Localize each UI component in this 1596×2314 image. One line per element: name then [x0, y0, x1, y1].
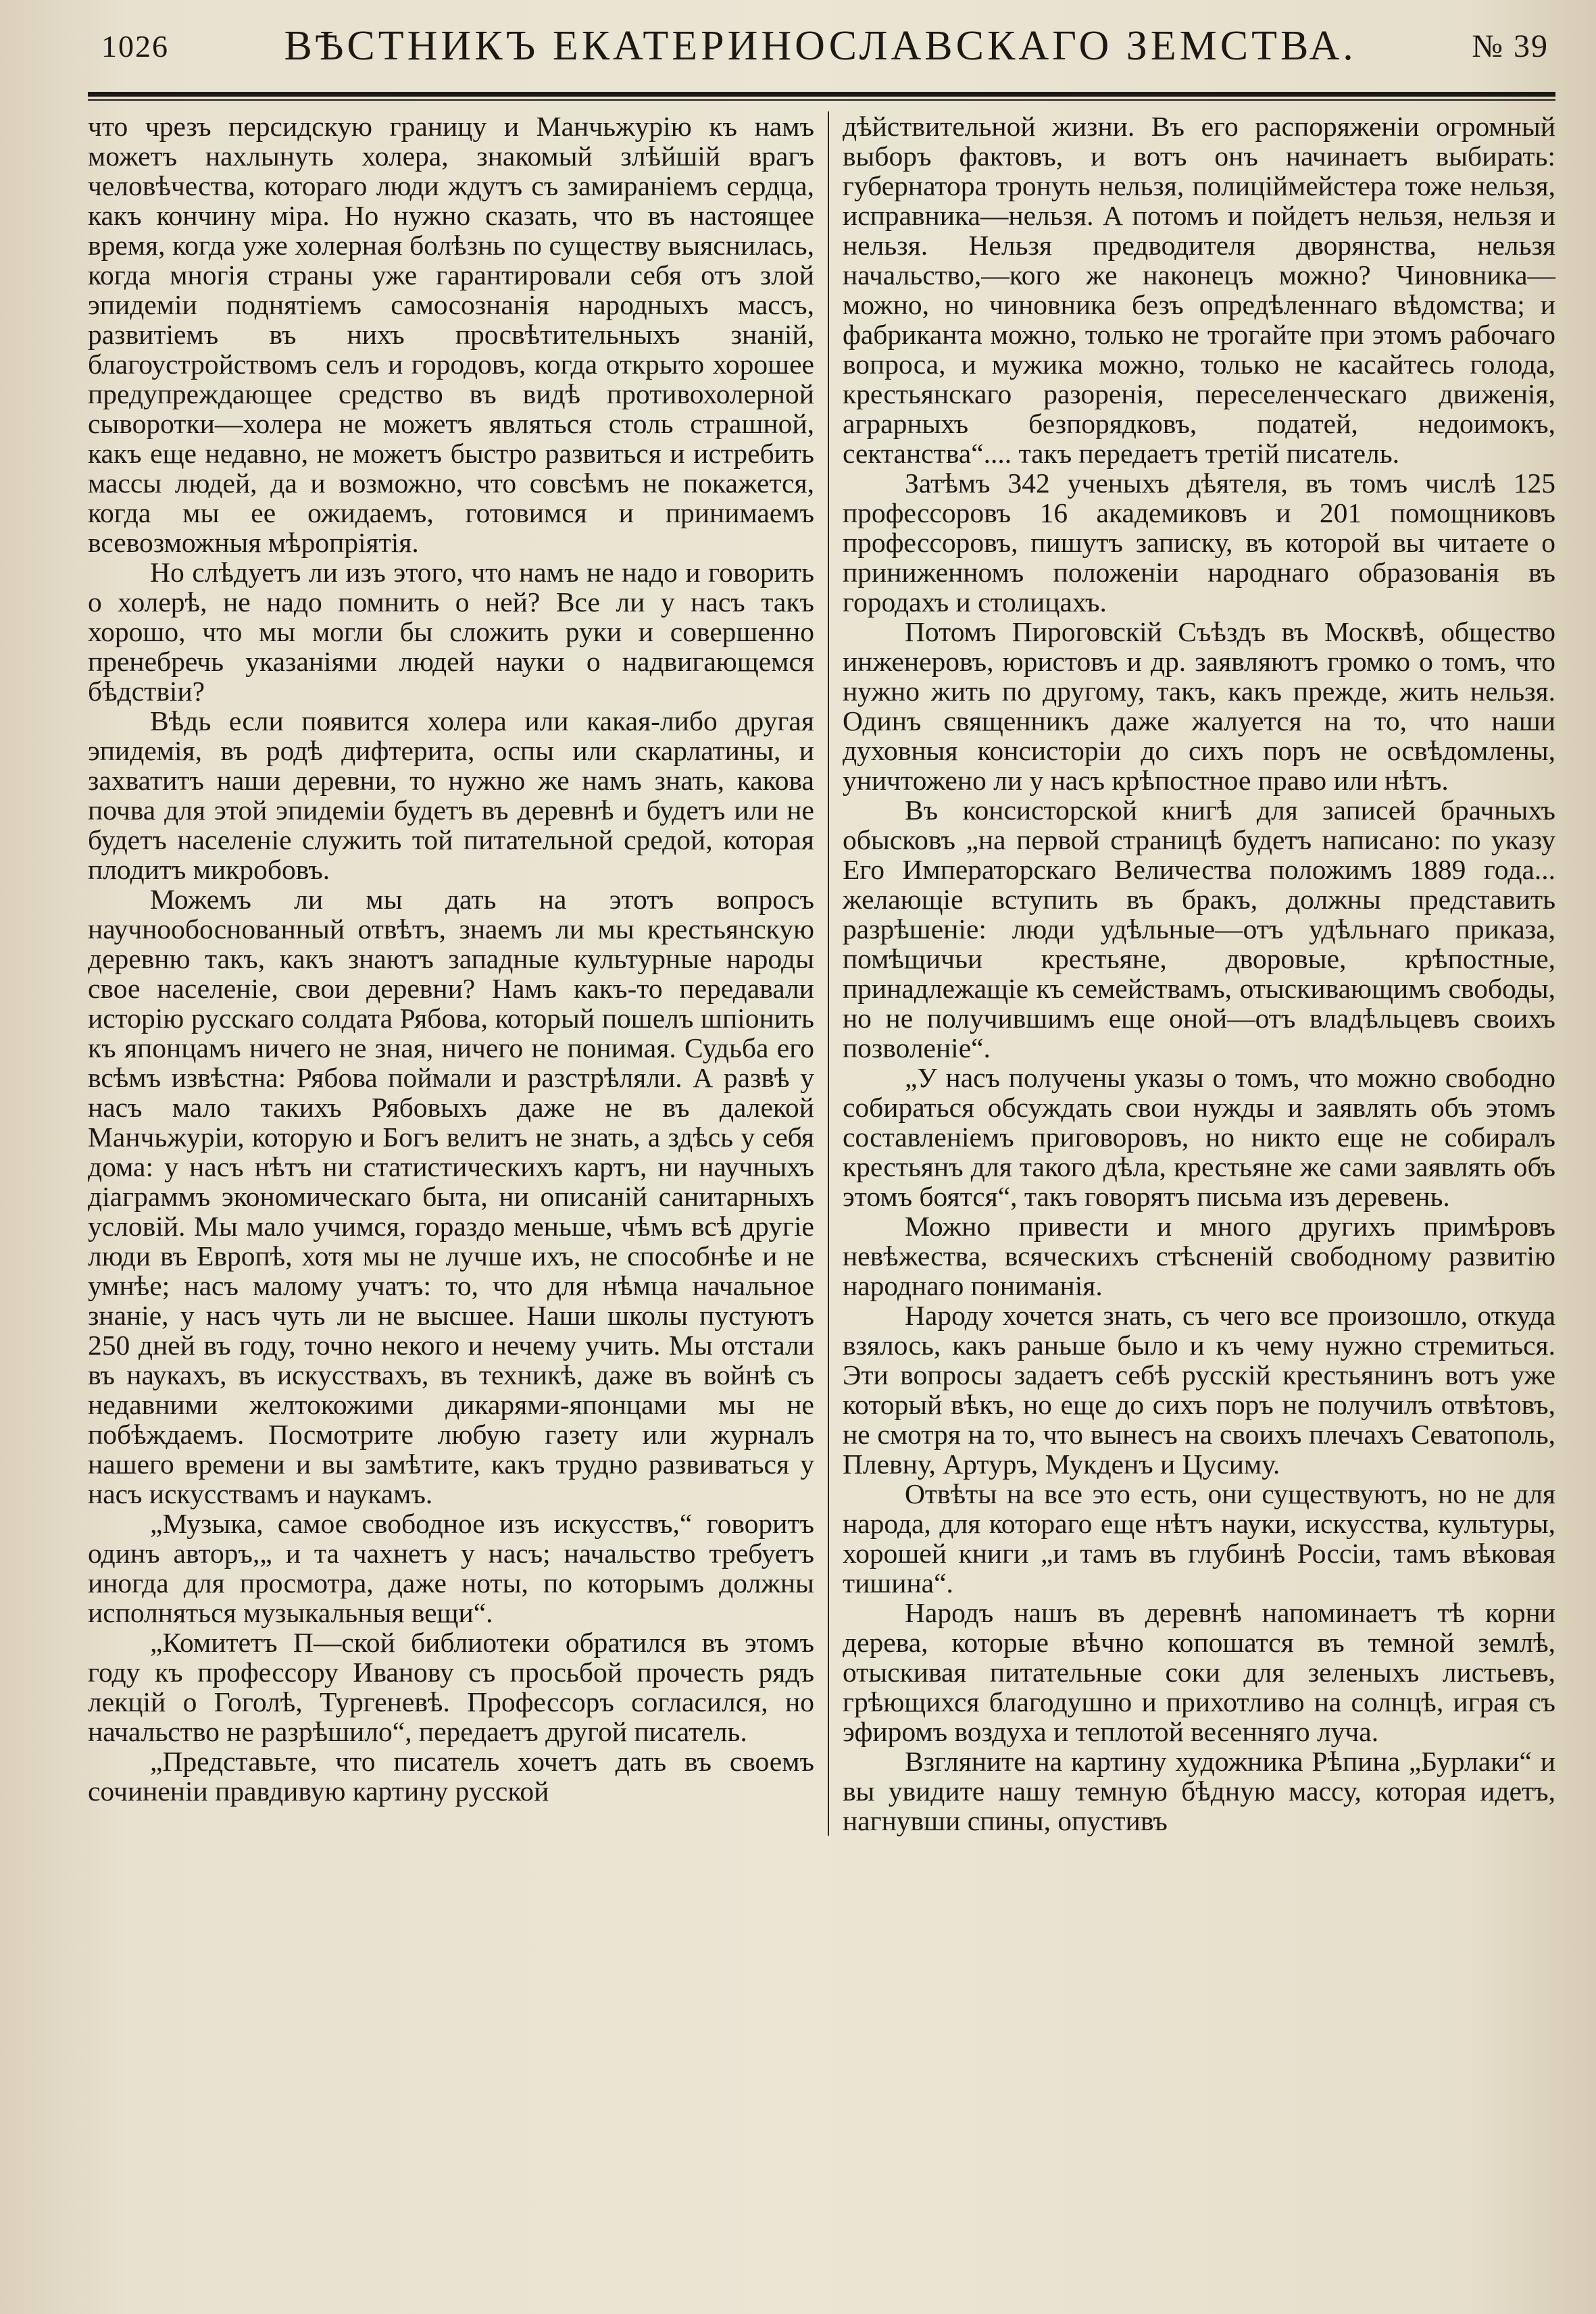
- paragraph: Вѣдь если появится холера или какая-либо другая эпидемія, въ родѣ дифтерита, оспы или скарлатины, и захватитъ наши деревни, то нужно же намъ знать, какова почва для этой эпидеміи будетъ въ деревнѣ и будетъ или не будетъ населеніе служить той питательной средой, которая плодитъ микробовъ.: [88, 705, 814, 885]
- paragraph: Въ консисторской книгѣ для записей брачныхъ обысковъ „на первой страницѣ будетъ написано: по указу Его Императорскаго Величества положимъ 1889 года... желающіе вступить въ бракъ, должны представить разрѣшеніе: люди удѣльные—отъ удѣльнаго приказа, помѣщичьи крестьяне, дворовые, крѣпостные, принадлежащіе къ семействамъ, отыскивающимъ свободы, но не получившимъ еще оной—отъ владѣльцевъ своихъ позволеніе“.: [842, 795, 1555, 1063]
- paragraph: „Представьте, что писатель хочетъ дать въ своемъ сочиненіи правдивую картину русской: [88, 1746, 814, 1807]
- issue-number: № 39: [1472, 28, 1549, 64]
- paragraph: Отвѣты на все это есть, они существуютъ, но не для народа, для котораго еще нѣтъ науки, искусства, культуры, хорошей книги „и тамъ въ глубинѣ Россіи, тамъ вѣковая тишина“.: [842, 1478, 1555, 1599]
- text-columns: [88, 111, 1555, 1836]
- paragraph: Можемъ ли мы дать на этотъ вопросъ научнообоснованный отвѣтъ, знаемъ ли мы крестьянскую деревню такъ, какъ знаютъ западные культурные народы свое населеніе, свои деревни? Намъ какъ-то передавали исторію русскаго солдата Рябова, который пошелъ шпіонить къ японцамъ ничего не зная, ничего не понимая. Судьба его всѣмъ извѣстна: Рябова поймали и разстрѣляли. А развѣ у насъ мало такихъ Рябовыхъ даже не въ далекой Манчьжуріи, которую и Богъ велитъ не знать, а здѣсь у себя дома: у насъ нѣтъ ни статистическихъ картъ, ни научныхъ діаграммъ экономическаго быта, ни описаній санитарныхъ условій. Мы мало учимся, гораздо меньше, чѣмъ всѣ другіе люди въ Европѣ, хотя мы не лучше ихъ, не способнѣе и не умнѣе; насъ малому учатъ: то, что для нѣмца начальное знаніе, у насъ чуть ли не высшее. Наши школы пустуютъ 250 дней въ году, точно некого и нечему учить. Мы отстали въ наукахъ, въ искусствахъ, въ техникѣ, даже въ войнѣ съ недавними желтокожими дикарями-японцами мы не побѣждаемъ. Посмотрите любую газету или журналъ нашего времени и вы замѣтите, какъ трудно развиваться у насъ искусствамъ и наукамъ.: [88, 884, 814, 1509]
- paragraph: „Комитетъ П—ской библиотеки обратился въ этомъ году къ профессору Иванову съ просьбой прочесть рядъ лекцій о Гоголѣ, Тургеневѣ. Профессоръ согласился, но начальство не разрѣшило“, передаетъ другой писатель.: [88, 1627, 814, 1747]
- paragraph: дѣйствительной жизни. Въ его распоряженіи огромный выборъ фактовъ, и вотъ онъ начинаетъ выбирать: губернатора тронуть нельзя, полиціймейстера тоже нельзя, исправника—нельзя. А потомъ и пойдетъ нельзя, нельзя и нельзя. Нельзя предводителя дворянства, нельзя начальство,—кого же наконецъ можно? Чиновника—можно, но чиновника безъ опредѣленнаго вѣдомства; и фабриканта можно, только не трогайте при этомъ рабочаго вопроса, и мужика можно, только не касайтесь голода, крестьянскаго разоренія, переселенческаго движенія, аграрныхъ безпорядковъ, податей, недоимокъ, сектанства“.... такъ передаетъ третій писатель.: [842, 111, 1555, 469]
- journal-title: ВѢСТНИКЪ ЕКАТЕРИНОСЛАВСКАГО ЗЕМСТВА.: [284, 22, 1357, 69]
- page-number: 1026: [101, 28, 169, 64]
- paragraph: Затѣмъ 342 ученыхъ дѣятеля, въ томъ числѣ 125 профессоровъ 16 академиковъ и 201 помощниковъ профессоровъ, пишутъ записку, въ которой вы читаете о приниженномъ положеніи народнаго образованія въ городахъ и столицахъ.: [842, 468, 1555, 618]
- paragraph: „Музыка, самое свободное изъ искусствъ,“ говоритъ одинъ авторъ,„ и та чахнетъ у насъ; начальство требуетъ иногда для просмотра, даже ноты, по которымъ должны исполняться музыкальныя вещи“.: [88, 1508, 814, 1628]
- paragraph: „У насъ получены указы о томъ, что можно свободно собираться обсуждать свои нужды и заявлять объ этомъ составленіемъ приговоровъ, но никто еще не собиралъ крестьянъ для такого дѣла, крестьяне же сами заявлять объ этомъ боятся“, такъ говорятъ письма изъ деревень.: [842, 1062, 1555, 1212]
- left-column: [88, 111, 828, 1836]
- header-rule: [88, 92, 1555, 101]
- paragraph: Народъ нашъ въ деревнѣ напоминаетъ тѣ корни дерева, которые вѣчно копошатся въ темной землѣ, отыскивая питательные соки для зеленыхъ листьевъ, грѣющихся благодушно и прихотливо на солнцѣ, играя съ эфиромъ воздуха и теплотой весенняго луча.: [842, 1597, 1555, 1747]
- paragraph: Взгляните на картину художника Рѣпина „Бурлаки“ и вы увидите нашу темную бѣдную массу, которая идетъ, нагнувши спины, опустивъ: [842, 1746, 1555, 1836]
- paragraph: что чрезъ персидскую границу и Манчьжурію къ намъ можетъ нахлынуть холера, знакомый злѣйшій врагъ человѣчества, котораго люди ждутъ съ замираніемъ сердца, какъ кончину міра. Но нужно сказать, что въ настоящее время, когда уже холерная болѣзнь по существу выяснилась, когда многія страны уже гарантировали себя отъ злой эпидеміи поднятіемъ самосознанія народныхъ массъ, развитіемъ въ нихъ просвѣтительныхъ знаній, благоустройствомъ селъ и городовъ, когда открыто хорошее предупреждающее средство въ видѣ противохолерной сыворотки—холера не можетъ являться столь страшной, какъ еще недавно, не можетъ быстро развиться и истребить массы людей, да и возможно, что совсѣмъ не покажется, когда мы ее ожидаемъ, готовимся и принимаемъ всевозможныя мѣропріятія.: [88, 111, 814, 558]
- right-column: [829, 111, 1555, 1836]
- paragraph: Потомъ Пироговскій Съѣздъ въ Москвѣ, общество инженеровъ, юристовъ и др. заявляютъ громко о томъ, что нужно жить по другому, такъ, какъ прежде, жить нельзя. Одинъ священникъ даже жалуется на то, что наши духовныя консисторіи до сихъ поръ не освѣдомлены, уничтожено ли у насъ крѣпостное право или нѣтъ.: [842, 616, 1555, 796]
- paragraph: Народу хочется знать, съ чего все произошло, откуда взялось, какъ раньше было и къ чему нужно стремиться. Эти вопросы задаетъ себѣ русскій крестьянинъ вотъ уже который вѣкъ, но еще до сихъ поръ не получилъ отвѣтовъ, не смотря на то, что вынесъ на своихъ плечахъ Севатополь, Плевну, Артуръ, Мукденъ и Цусиму.: [842, 1300, 1555, 1480]
- page-header: [34, 12, 1569, 80]
- paragraph: Но слѣдуетъ ли изъ этого, что намъ не надо и говорить о холерѣ, не надо помнить о ней? Все ли у насъ такъ хорошо, что мы могли бы сложить руки и совершенно пренебречь указаніями людей науки о надвигающемся бѣдствіи?: [88, 557, 814, 707]
- paragraph: Можно привести и много другихъ примѣровъ невѣжества, всяческихъ стѣсненій свободному развитію народнаго пониманія.: [842, 1211, 1555, 1301]
